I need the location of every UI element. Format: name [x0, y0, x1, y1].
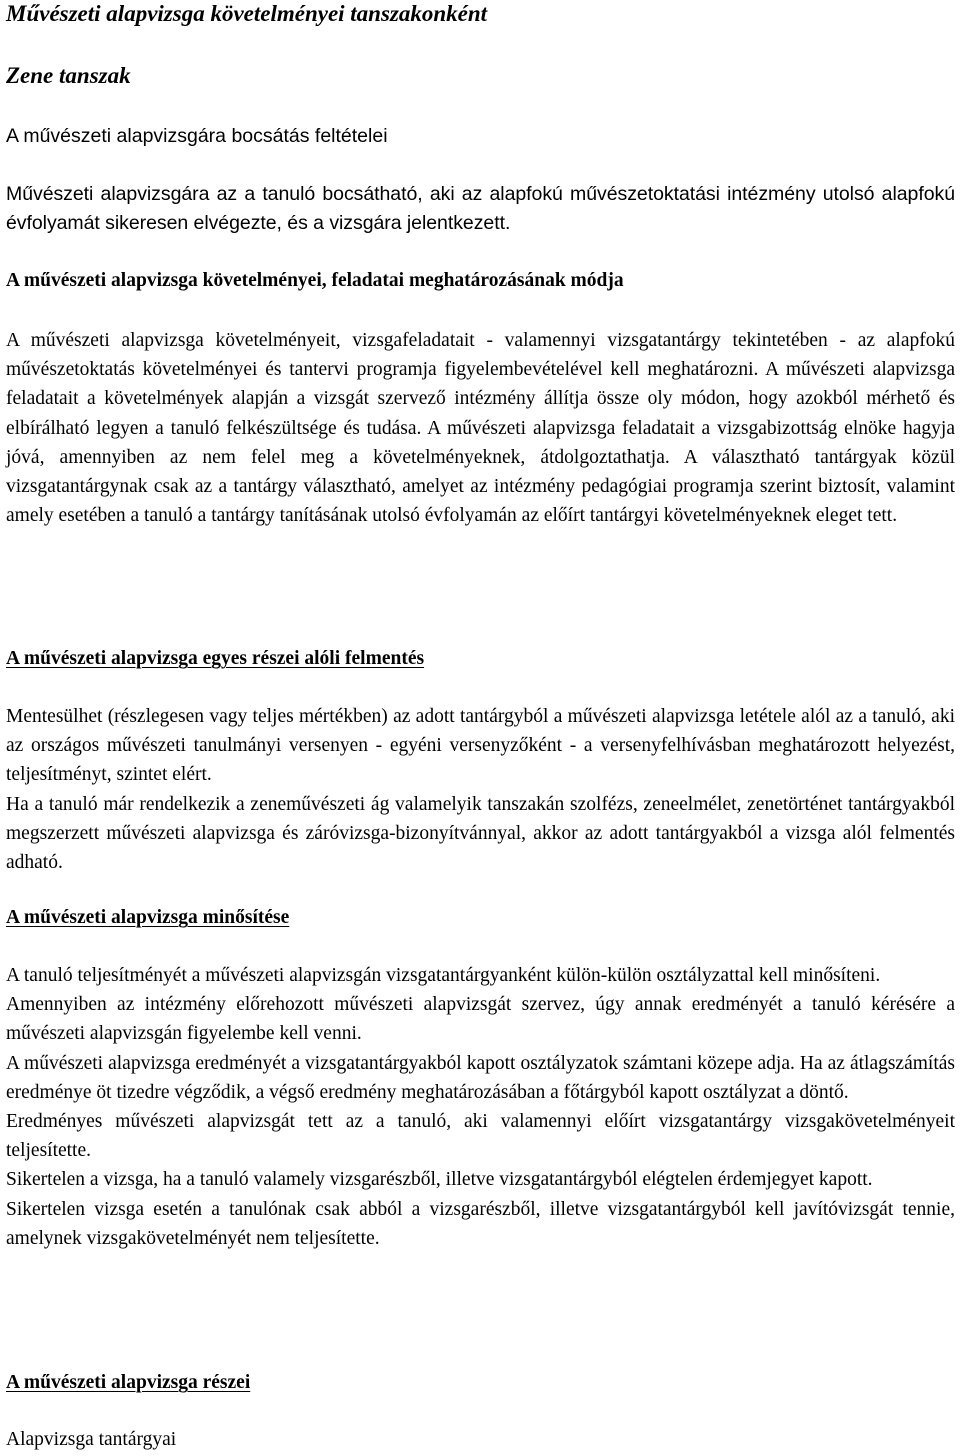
grading-heading: A művészeti alapvizsga minősítése	[6, 907, 290, 928]
admission-text: Művészeti alapvizsgára az a tanuló bocsátható, aki az alapfokú művészetoktatási intézmény utolsó alapfokú évfolyamát sikeresen elvégezte, és a vizsgára jelentkezett.	[6, 183, 955, 234]
grading-paragraph: Sikertelen a vizsga, ha a tanuló valamely vizsgarészből, illetve vizsgatantárgyból elégtelen érdemjegyet kapott.	[6, 1169, 873, 1191]
department-title: Zene tanszak	[6, 63, 131, 88]
exemption-paragraph: Mentesülhet (részlegesen vagy teljes mértékben) az adott tantárgyból a művészeti alapvizsga letétele alól az a tanuló, aki az országos művészeti tanulmányi versenyen - egyéni versenyzőként - a versenyfelhívásban meghatározott helyezést, teljesítményt, szintet elért.	[6, 706, 955, 786]
grading-paragraph: A művészeti alapvizsga eredményét a vizsgatantárgyakból kapott osztályzatok számtani közepe adja. Ha az átlagszámítás eredménye öt tizedre végződik, a végső eredmény meghatározásában a főtárgyból kapott osztályzat a döntő.	[6, 1052, 955, 1103]
requirements-heading: A művészeti alapvizsga követelményei, feladatai meghatározásának módja	[6, 270, 624, 291]
grading-paragraph: A tanuló teljesítményét a művészeti alapvizsgán vizsgatantárgyanként külön-külön osztályzattal kell minősíteni.	[6, 965, 881, 986]
admission-heading: A művészeti alapvizsgára bocsátás feltételei	[6, 125, 388, 147]
parts-heading: A művészeti alapvizsga részei	[6, 1372, 251, 1393]
requirements-text: A művészeti alapvizsga követelményeit, vizsgafeladatait - valamennyi vizsgatantárgy tekintetében - az alapfokú művészetoktatás követelményei és tantervi programja figyelembevételével kell meghatározni. A művészeti alapvizsga feladatait a követelmények alapján a vizsgát szervező intézmény állítja össze oly módon, hogy azokból mérhető és elbírálható legyen a tanuló felkészültsége és tudása. A művészeti alapvizsga feladatait a vizsgabizottság elnöke hagyja jóvá, amennyiben az nem felel meg a követelményeknek, átdolgoztathatja. A választható tantárgyak közül vizsgatantárgynak csak az a tantárgy választható, amelyet az intézmény pedagógiai programja szerint biztosít, valamint amely esetében a tanuló a tantárgy tanításának utolsó évfolyamán az előírt tantárgyi követelményeknek eleget tett.	[6, 330, 955, 527]
exemption-heading: A művészeti alapvizsga egyes részei alóli felmentés	[6, 648, 425, 669]
grading-paragraph: Eredményes művészeti alapvizsgát tett az a tanuló, aki valamennyi előírt vizsgatantárgy vizsgakövetelményeit teljesítette.	[6, 1111, 955, 1162]
exemption-section	[6, 702, 955, 877]
grading-paragraph: Sikertelen vizsga esetén a tanulónak csak abból a vizsgarészből, illetve vizsgatantárgyból kell javítóvizsgát tennie, amelynek vizsgakövetelményét nem teljesítette.	[6, 1198, 955, 1249]
grading-paragraph: Amennyiben az intézmény előrehozott művészeti alapvizsgát szervez, úgy annak eredményét a tanuló kérésére a művészeti alapvizsgán figyelembe kell venni.	[6, 994, 955, 1045]
exemption-paragraph: Ha a tanuló már rendelkezik a zeneművészeti ág valamelyik tanszakán szolfézs, zeneelmélet, zenetörténet tantárgyakból megszerzett művészeti alapvizsga és záróvizsga-bizonyítvánnyal, akkor az adott tantárgyakból a vizsga alól felmentés adható.	[6, 793, 955, 874]
parts-subheading: Alapvizsga tantárgyai	[6, 1429, 177, 1450]
document-title: Művészeti alapvizsga követelményei tanszakonként	[6, 1, 488, 26]
grading-section	[6, 961, 955, 1253]
